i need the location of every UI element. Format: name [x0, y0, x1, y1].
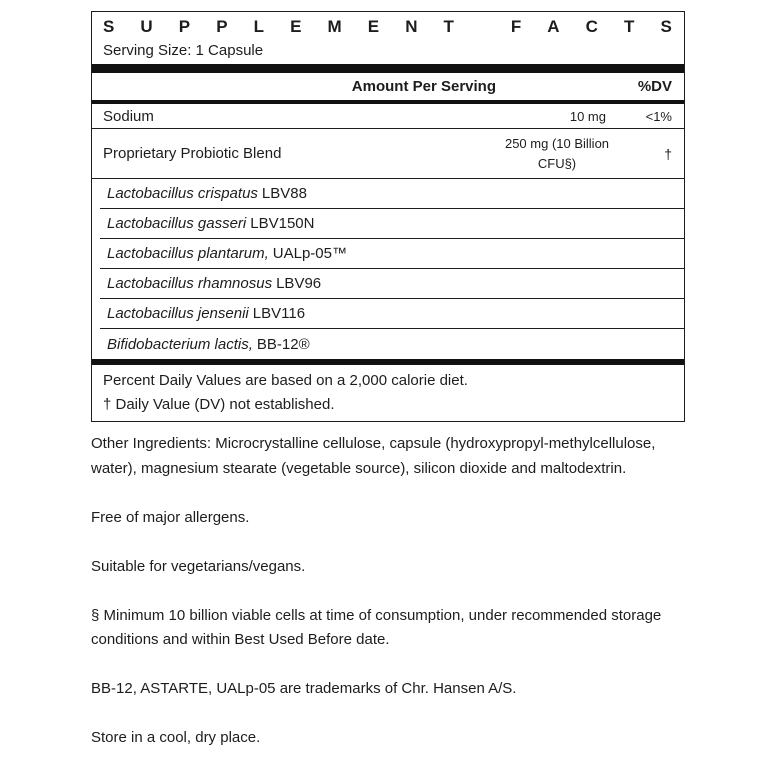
strain-row	[100, 209, 684, 239]
title-letter: S	[660, 17, 672, 36]
storage-statement: Store in a cool, dry place.	[91, 729, 261, 746]
title-letter: P	[178, 17, 191, 36]
facts-footnotes	[92, 365, 684, 421]
nutrient-row-sodium	[92, 104, 684, 129]
title-letter: P	[216, 17, 228, 36]
title-letter: U	[140, 17, 153, 36]
strain-row	[100, 329, 684, 359]
strain-code: BB-12®	[256, 335, 310, 353]
supplement-facts-panel	[91, 11, 685, 422]
title-letter: T	[624, 17, 635, 36]
strain-species: Lactobacillus gasseri	[107, 215, 247, 232]
nutrient-dv: <1%	[645, 108, 672, 124]
footnote-dv-not-established: † Daily Value (DV) not established.	[103, 396, 335, 413]
strain-code: LBV88	[261, 185, 307, 202]
other-ingredients: Other Ingredients: Microcrystalline cellulose, capsule (hydroxypropyl-methylcellulose, water), magnesium stearate (vegetable source), silicon dioxide and maltodextrin.	[91, 435, 656, 477]
title-letter: M	[327, 17, 342, 36]
amount-per-serving-header: Amount Per Serving	[351, 78, 496, 95]
strain-species: Lactobacillus plantarum,	[107, 245, 269, 262]
additional-information	[91, 432, 691, 775]
strain-row	[100, 299, 684, 329]
dv-header: %DV	[637, 78, 672, 95]
allergen-statement: Free of major allergens.	[91, 508, 250, 526]
strain-list	[92, 179, 684, 365]
strain-code: LBV96	[276, 275, 322, 292]
strain-species: Bifidobacterium lactis,	[107, 335, 253, 353]
strain-species: Lactobacillus rhamnosus	[107, 275, 273, 292]
title-letter: L	[253, 17, 265, 36]
strain-code: LBV150N	[250, 215, 315, 232]
strain-row	[100, 269, 684, 299]
title-letter: N	[405, 17, 418, 36]
nutrient-amount: 250 mg (10 Billion CFU§)	[504, 135, 610, 171]
nutrient-amount: 10 mg	[569, 108, 606, 124]
strain-row	[100, 179, 684, 209]
strain-species: Lactobacillus crispatus	[107, 185, 258, 202]
serving-size: Serving Size: 1 Capsule	[103, 42, 264, 59]
diet-statement: Suitable for vegetarians/vegans.	[91, 557, 306, 575]
nutrient-dv: †	[664, 145, 672, 162]
nutrient-name: Proprietary Probiotic Blend	[103, 145, 282, 162]
facts-header	[92, 12, 684, 64]
title-spacer	[480, 16, 485, 38]
title-letter: E	[290, 17, 302, 36]
thick-divider	[92, 64, 684, 73]
title-letter: S	[103, 17, 115, 36]
trademark-statement: BB-12, ASTARTE, UALp-05 are trademarks of Chr. Hansen A/S.	[91, 680, 517, 697]
column-header-row	[92, 73, 684, 104]
footnote-daily-values: Percent Daily Values are based on a 2,000 calorie diet.	[103, 372, 468, 389]
strain-species: Lactobacillus jensenii	[107, 305, 249, 322]
facts-title	[103, 16, 672, 38]
nutrient-name: Sodium	[103, 107, 154, 125]
strain-code: LBV116	[252, 305, 306, 322]
title-letter: E	[367, 17, 380, 36]
strain-code: UALp-05™	[272, 245, 347, 262]
title-letter: F	[510, 17, 522, 36]
nutrient-row-probiotic-blend	[92, 129, 684, 179]
cfu-footnote: § Minimum 10 billion viable cells at time of consumption, under recommended storage conditions and within Best Used Before date.	[91, 606, 662, 648]
strain-row	[100, 239, 684, 269]
title-letter: C	[585, 17, 598, 36]
title-letter: T	[443, 17, 454, 36]
title-letter: A	[547, 17, 560, 36]
